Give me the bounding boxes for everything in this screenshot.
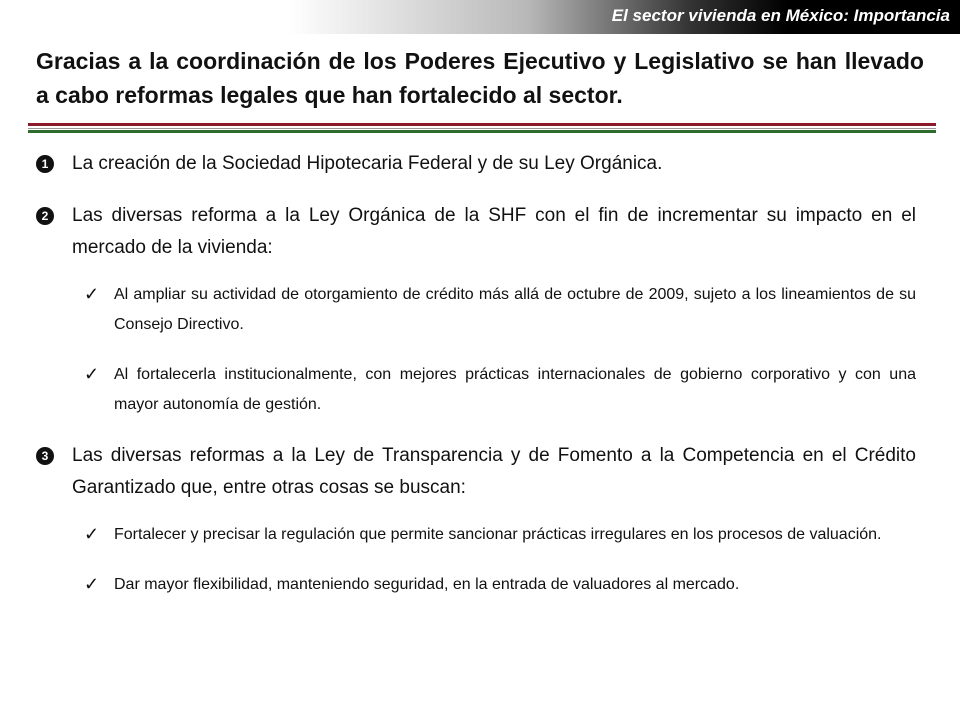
bullet-item-1 — [36, 148, 916, 180]
page-title: Gracias a la coordinación de los Poderes Ejecutivo y Legislativo se han llevado a cabo reformas legales que han fortalecido al sector. — [36, 48, 924, 108]
bullet-item-3 — [36, 440, 916, 504]
sub-item — [84, 280, 916, 340]
sub-item — [84, 520, 916, 550]
number-1-icon: 1 — [36, 155, 54, 173]
checkmark-icon: ✓ — [84, 574, 100, 594]
checkmark-icon: ✓ — [84, 284, 100, 304]
bullet-item-2 — [36, 200, 916, 264]
section-header-label: El sector vivienda en México: Importancia — [611, 6, 950, 25]
bullet-list — [36, 148, 916, 600]
divider-gray — [28, 128, 936, 129]
bullet-text: Las diversas reforma a la Ley Orgánica de la SHF con el fin de incrementar su impacto en el mercado de la vivienda: — [72, 205, 916, 258]
sub-item-text: Al ampliar su actividad de otorgamiento de crédito más allá de octubre de 2009, sujeto a los lineamientos de su Consejo Directivo. — [114, 286, 916, 333]
checkmark-icon: ✓ — [84, 524, 100, 544]
number-2-icon: 2 — [36, 207, 54, 225]
sub-item-text: Fortalecer y precisar la regulación que permite sancionar prácticas irregulares en los procesos de valuación. — [114, 526, 882, 543]
checkmark-icon: ✓ — [84, 364, 100, 384]
sub-item-text: Al fortalecerla institucionalmente, con mejores prácticas internacionales de gobierno corporativo y con una mayor autonomía de gestión. — [114, 366, 916, 413]
bullet-text: La creación de la Sociedad Hipotecaria Federal y de su Ley Orgánica. — [72, 153, 663, 174]
sub-item — [84, 360, 916, 420]
divider-red — [28, 123, 936, 126]
sub-item-text: Dar mayor flexibilidad, manteniendo seguridad, en la entrada de valuadores al mercado. — [114, 576, 740, 593]
header-band — [0, 0, 960, 34]
divider-green — [28, 130, 936, 133]
number-3-icon: 3 — [36, 447, 54, 465]
sub-item — [84, 570, 916, 600]
bullet-text: Las diversas reformas a la Ley de Transparencia y de Fomento a la Competencia en el Crédito Garantizado que, entre otras cosas se buscan: — [72, 445, 916, 498]
